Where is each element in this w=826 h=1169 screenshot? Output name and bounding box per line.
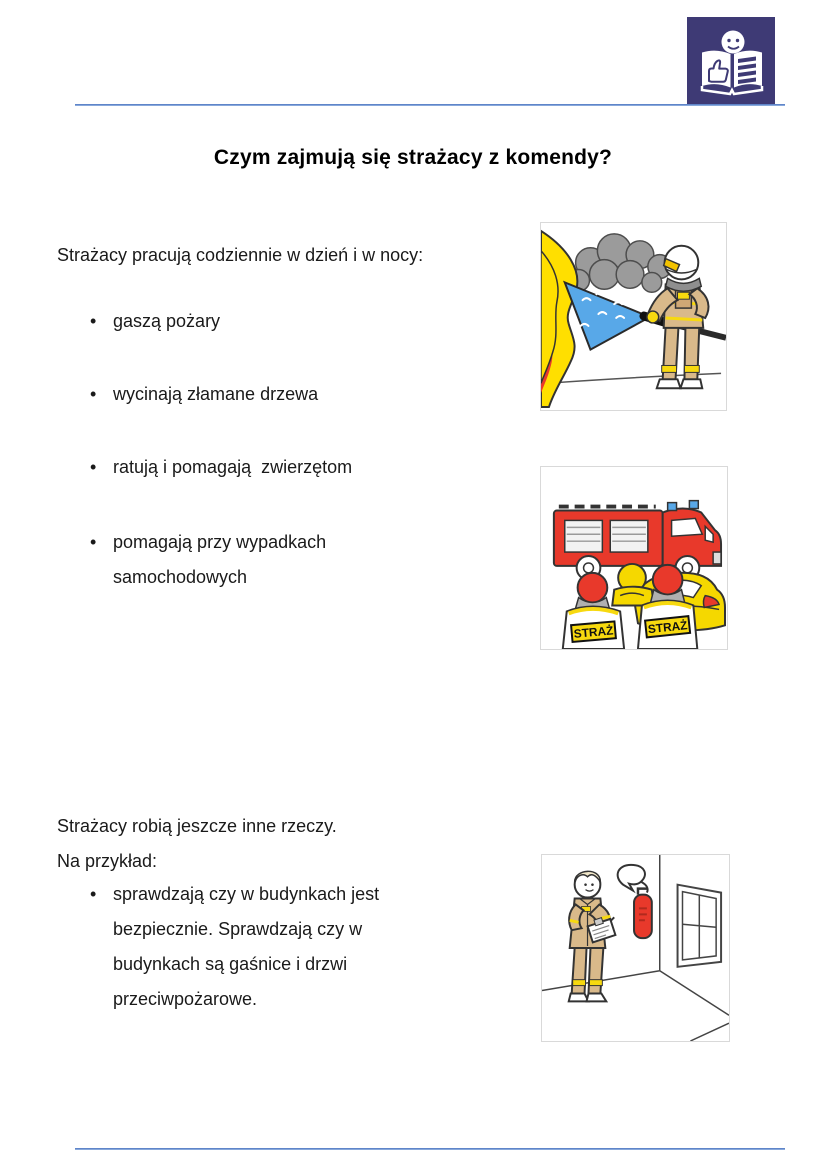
jacket-label-straz: STRAŻ bbox=[647, 618, 689, 637]
bullet-item-sprawdzaja bbox=[90, 877, 413, 1017]
footer-rule bbox=[75, 1148, 785, 1150]
easy-to-read-logo bbox=[687, 17, 775, 105]
section2-intro-line2: Na przykład: bbox=[57, 851, 158, 871]
bullet-text: pomagają przy wypadkach samochodowych bbox=[113, 532, 332, 587]
section1-intro: Strażacy pracują codziennie w dzień i w nocy: bbox=[57, 245, 424, 265]
accident-scene-drawing bbox=[541, 467, 727, 649]
bullet-marker: • bbox=[90, 532, 97, 552]
inspection-scene-drawing bbox=[542, 855, 729, 1041]
bullet-text: ratują i pomagają zwierzętom bbox=[113, 457, 353, 477]
fire-scene-drawing bbox=[541, 223, 726, 410]
jacket-label-straz: STRAŻ bbox=[573, 623, 614, 641]
bullet-item-wycinaja-drzewa bbox=[90, 377, 390, 412]
section2-intro-line1: Strażacy robią jeszcze inne rzeczy. bbox=[57, 816, 337, 836]
illustration-building-inspection bbox=[541, 854, 730, 1042]
page-title: Czym zajmują się strażacy z komendy? bbox=[213, 146, 613, 169]
bullet-item-wypadki bbox=[90, 525, 383, 595]
bullet-text: sprawdzają czy w budynkach jest bezpiecznie. Sprawdzają czy w budynkach są gaśnice i drzwi przeciwpożarowe. bbox=[113, 884, 385, 1009]
bullet-marker: • bbox=[90, 384, 97, 404]
bullet-marker: • bbox=[90, 311, 97, 331]
illustration-fire-truck-car-accident bbox=[540, 466, 728, 650]
bullet-item-gasza-pozary bbox=[90, 304, 390, 339]
easy-to-read-logo-icon bbox=[687, 17, 775, 105]
header-rule bbox=[75, 104, 785, 106]
bullet-marker: • bbox=[90, 884, 97, 904]
bullet-marker: • bbox=[90, 457, 97, 477]
illustration-firefighter-extinguishing-fire bbox=[540, 222, 727, 411]
bullet-text: wycinają złamane drzewa bbox=[113, 384, 319, 404]
bullet-item-ratuja-zwierzetom bbox=[90, 450, 400, 485]
bullet-text: gaszą pożary bbox=[113, 311, 221, 331]
